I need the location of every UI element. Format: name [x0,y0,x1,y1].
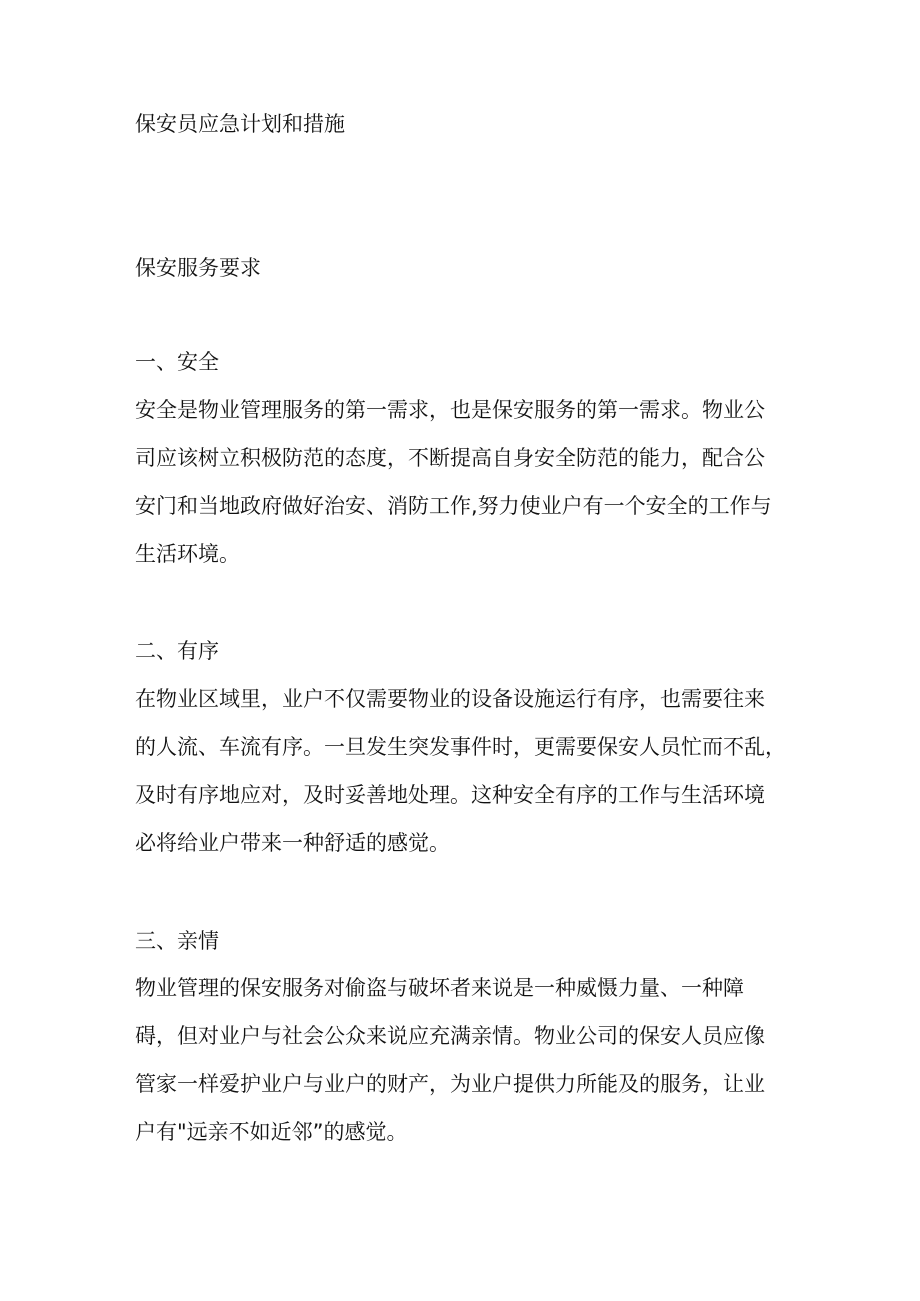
paragraph-line: 在物业区域里，业户不仅需要物业的设备设施运行有序，也需要往来 [135,687,765,711]
paragraph-line: 物业管理的保安服务对偷盗与破坏者来说是一种威慑力量、一种障 [135,976,744,1000]
document-title: 保安员应急计划和措施 [135,112,345,136]
paragraph-line: 碍，但对业户与社会公众来说应充满亲情。物业公司的保安人员应像 [135,1024,765,1048]
paragraph-line: 安门和当地政府做好治安、消防工作,努力使业户有一个安全的工作与 [135,494,772,518]
document-subtitle: 保安服务要求 [135,256,261,280]
paragraph-line: 户有"远亲不如近邻”的感觉。 [135,1120,408,1144]
section-heading-order: 二、有序 [135,639,219,663]
paragraph-line: 司应该树立积极防范的态度，不断提高自身安全防范的能力，配合公 [135,446,765,470]
paragraph-line: 安全是物业管理服务的第一需求，也是保安服务的第一需求。物业公 [135,398,765,422]
paragraph-line: 的人流、车流有序。一旦发生突发事件时，更需要保安人员忙而不乱， [135,735,786,759]
paragraph-line: 及时有序地应对，及时妥善地处理。这种安全有序的工作与生活环境 [135,783,765,807]
paragraph-line: 管家一样爱护业户与业户的财产，为业户提供力所能及的服务，让业 [135,1072,765,1096]
section-heading-affection: 三、亲情 [135,929,219,953]
paragraph-line: 必将给业户带来一种舒适的感觉。 [135,831,450,855]
paragraph-line: 生活环境。 [135,542,240,566]
section-heading-safety: 一、安全 [135,350,219,374]
